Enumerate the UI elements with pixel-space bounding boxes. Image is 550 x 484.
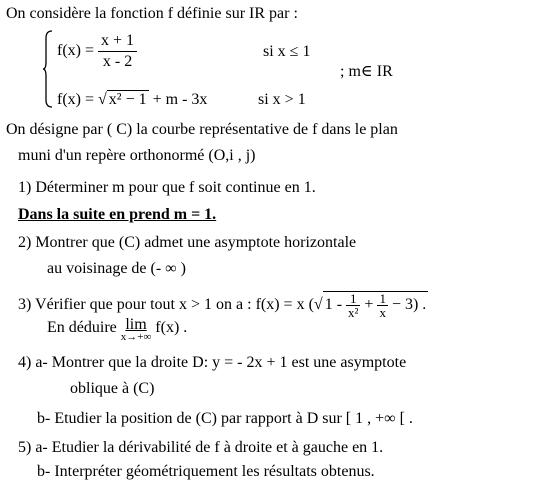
param-text: ; m∈ IR (340, 63, 393, 80)
q3-radical: 1 - $\frac{1}{\text{x²}}$ + $\frac{1}{x}$ − 3) . (324, 291, 427, 320)
question-4a-line-2: oblique à (C) (70, 380, 155, 397)
question-3-line-1: 3) Vérifier que pour tout x > 1 on a : f(x) = x (√ 1 - $\frac{1}{\text{x²}}$ + $\frac{1}{x}$ − 3) . (18, 291, 427, 320)
case1-condition: si x ≤ 1 (263, 43, 311, 60)
intro-text: On considère la fonction f définie sur IR par : (6, 5, 298, 22)
question-4b: b- Etudier la position de (C) par rapport à D sur [ 1 , +∞ [ . (37, 410, 413, 427)
question-4a-line-1: 4) a- Montrer que la droite D: y = - 2x + 1 est une asymptote (18, 354, 407, 371)
case1-formula: f(x) = $\frac{x + 1}{x - 2}$ (57, 31, 137, 72)
curve-line-2: muni d'un repère orthonormé (O,i , j) (18, 147, 256, 164)
left-brace-icon (42, 30, 54, 108)
curve-line-1: On désigne par ( C) la courbe représentative de f dans le plan (6, 121, 398, 138)
question-3-line-2: En déduire lim x→+∞ f(x) . (47, 316, 188, 343)
case2-formula: f(x) = √ x² − 1 + m - 3x (57, 91, 208, 108)
question-1: 1) Déterminer m pour que f soit continue en 1. (18, 179, 316, 196)
case2-condition: si x > 1 (258, 91, 306, 108)
question-2-line-2: au voisinage de (- ∞ ) (47, 260, 186, 277)
question-5a: 5) a- Etudier la dérivabilité de f à droite et à gauche en 1. (18, 439, 384, 456)
question-2-line-1: 2) Montrer que (C) admet une asymptote horizontale (18, 234, 357, 251)
case1-fraction: $\frac{x + 1}{x - 2}$ (98, 31, 137, 72)
case2-radical: x² − 1 (108, 91, 147, 108)
question-5b: b- Interpréter géométriquement les résultats obtenus. (37, 463, 375, 480)
limit-operator: lim x→+∞ (120, 316, 152, 343)
note-text: Dans la suite en prend m = 1. (18, 206, 217, 223)
